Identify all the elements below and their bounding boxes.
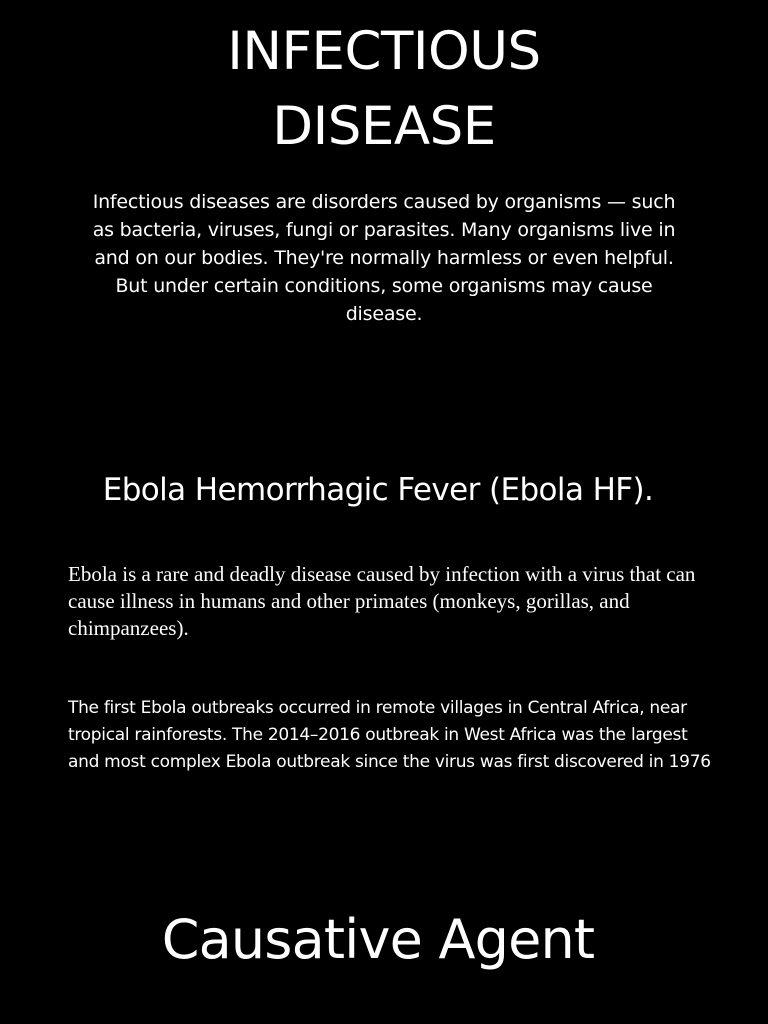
ebola-description: Ebola is a rare and deadly disease caused by infection with a virus that can cause illness in humans and other primates (monkeys, gorillas, and chimpanzees). — [68, 562, 696, 640]
page-title-line-2: DISEASE — [272, 96, 496, 157]
ebola-heading: Ebola Hemorrhagic Fever (Ebola HF). — [102, 472, 654, 508]
outbreak-paragraph: The first Ebola outbreaks occurred in remote villages in Central Africa, near tropical rainforests. The 2014–2016 outbreak in West Africa was the largest and most complex Ebola outbreak since the virus was first discovered in 1976 — [68, 698, 711, 772]
intro-paragraph: Infectious diseases are disorders caused by organisms — such as bacteria, viruses, fungi or parasites. Many organisms live in and on our bodies. They're normally harmless or even helpful. But under certain conditions, some organisms may cause disease. — [92, 191, 676, 325]
causative-agent-heading: Causative Agent — [161, 908, 595, 971]
page-title-line-1: INFECTIOUS — [227, 21, 541, 82]
page-title — [0, 14, 768, 164]
